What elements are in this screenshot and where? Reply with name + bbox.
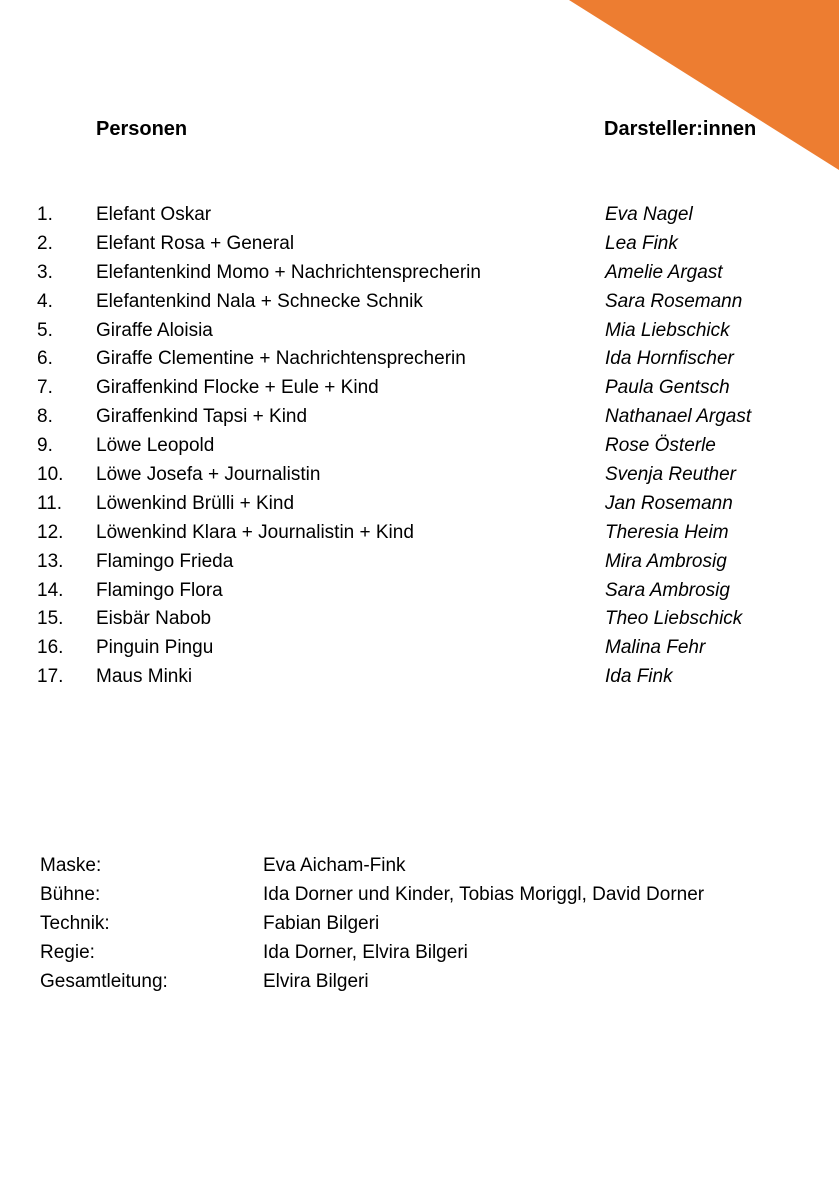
cast-row-role: Giraffenkind Tapsi + Kind	[96, 406, 308, 428]
credit-row	[0, 851, 839, 880]
cast-row-number: 13.	[37, 550, 64, 572]
cast-row-role: Elefant Oskar	[96, 204, 212, 225]
cast-row-performer: Rose Österle	[605, 435, 716, 457]
cast-row-number: 17.	[37, 666, 64, 688]
cast-row-number: 16.	[37, 637, 64, 659]
credit-row-value: Ida Dorner und Kinder, Tobias Moriggl, David Dorner	[263, 884, 705, 905]
cast-row-role: Elefant Rosa + General	[96, 232, 295, 254]
cast-row-number: 6.	[37, 348, 53, 370]
cast-list-row	[0, 519, 839, 548]
credit-row-label: Technik:	[40, 913, 110, 934]
cast-row-performer: Theresia Heim	[605, 521, 729, 543]
cast-row-performer: Sara Ambrosig	[605, 579, 730, 601]
cast-row-role: Elefantenkind Momo + Nachrichtensprecherin	[96, 261, 481, 283]
cast-row-performer: Theo Liebschick	[605, 608, 743, 630]
cast-list	[0, 201, 839, 692]
cast-row-number: 1.	[37, 204, 53, 225]
credit-row	[0, 880, 839, 909]
darsteller-column-header: Darsteller:innen	[604, 118, 757, 140]
cast-row-number: 8.	[37, 406, 53, 428]
cast-row-number: 10.	[37, 464, 64, 486]
credits-section	[0, 851, 839, 996]
cast-row-number: 15.	[37, 608, 64, 630]
cast-list-row	[0, 230, 839, 259]
credit-row	[0, 967, 839, 996]
cast-row-performer: Jan Rosemann	[605, 492, 733, 514]
credit-row-value: Elvira Bilgeri	[263, 971, 369, 992]
credit-row-label: Maske:	[40, 855, 102, 876]
cast-row-number: 2.	[37, 232, 53, 254]
cast-row-role: Giraffe Clementine + Nachrichtensprecherin	[96, 348, 466, 370]
credit-row-value: Eva Aicham-Fink	[263, 855, 406, 876]
cast-row-role: Flamingo Flora	[96, 579, 223, 601]
cast-row-role: Löwenkind Brülli + Kind	[96, 492, 295, 514]
cast-row-role: Löwe Leopold	[96, 435, 215, 457]
cast-row-role: Pinguin Pingu	[96, 637, 214, 659]
triangle-shape	[569, 0, 839, 170]
cast-row-role: Eisbär Nabob	[96, 608, 212, 630]
cast-list-row	[0, 432, 839, 461]
cast-row-performer: Lea Fink	[605, 232, 678, 254]
cast-list-row	[0, 605, 839, 634]
cast-list-row	[0, 345, 839, 374]
credit-row-value: Fabian Bilgeri	[263, 913, 380, 934]
cast-row-number: 4.	[37, 290, 53, 312]
cast-row-number: 5.	[37, 319, 53, 341]
cast-row-performer: Sara Rosemann	[605, 290, 743, 312]
corner-accent-triangle	[569, 0, 839, 170]
credit-row-value: Ida Dorner, Elvira Bilgeri	[263, 942, 468, 963]
cast-row-performer: Eva Nagel	[605, 204, 693, 225]
cast-row-role: Flamingo Frieda	[96, 550, 234, 572]
cast-row-performer: Ida Fink	[605, 666, 673, 688]
cast-row-performer: Svenja Reuther	[605, 464, 736, 486]
cast-row-role: Giraffe Aloisia	[96, 319, 213, 341]
cast-row-performer: Mira Ambrosig	[605, 550, 727, 572]
credit-row-label: Regie:	[40, 942, 95, 963]
cast-row-role: Löwenkind Klara + Journalistin + Kind	[96, 521, 414, 543]
cast-row-number: 3.	[37, 261, 53, 283]
cast-list-row	[0, 577, 839, 606]
credit-row-label: Bühne:	[40, 884, 101, 905]
cast-list-row	[0, 374, 839, 403]
cast-row-number: 9.	[37, 435, 53, 457]
cast-list-row	[0, 634, 839, 663]
cast-row-performer: Malina Fehr	[605, 637, 706, 659]
cast-list-row	[0, 461, 839, 490]
cast-row-role: Maus Minki	[96, 666, 193, 688]
cast-row-number: 12.	[37, 521, 64, 543]
cast-list-row	[0, 259, 839, 288]
cast-list-row	[0, 490, 839, 519]
cast-row-performer: Paula Gentsch	[605, 377, 730, 399]
cast-row-role: Löwe Josefa + Journalistin	[96, 464, 321, 486]
cast-row-performer: Nathanael Argast	[605, 406, 752, 428]
credit-row-label: Gesamtleitung:	[40, 971, 168, 992]
cast-row-number: 7.	[37, 377, 53, 399]
credit-row	[0, 909, 839, 938]
personen-column-header: Personen	[96, 118, 188, 140]
cast-list-row	[0, 403, 839, 432]
column-headers	[0, 118, 839, 142]
cast-list-row	[0, 317, 839, 346]
cast-list-row	[0, 548, 839, 577]
cast-row-role: Giraffenkind Flocke + Eule + Kind	[96, 377, 379, 399]
credit-row	[0, 938, 839, 967]
cast-list-row	[0, 288, 839, 317]
cast-row-performer: Amelie Argast	[605, 261, 723, 283]
cast-row-role: Elefantenkind Nala + Schnecke Schnik	[96, 290, 423, 312]
cast-row-number: 14.	[37, 579, 64, 601]
cast-list-row	[0, 201, 839, 230]
cast-list-row	[0, 663, 839, 692]
cast-row-number: 11.	[37, 492, 63, 514]
cast-row-performer: Mia Liebschick	[605, 319, 730, 341]
cast-row-performer: Ida Hornfischer	[605, 348, 734, 370]
